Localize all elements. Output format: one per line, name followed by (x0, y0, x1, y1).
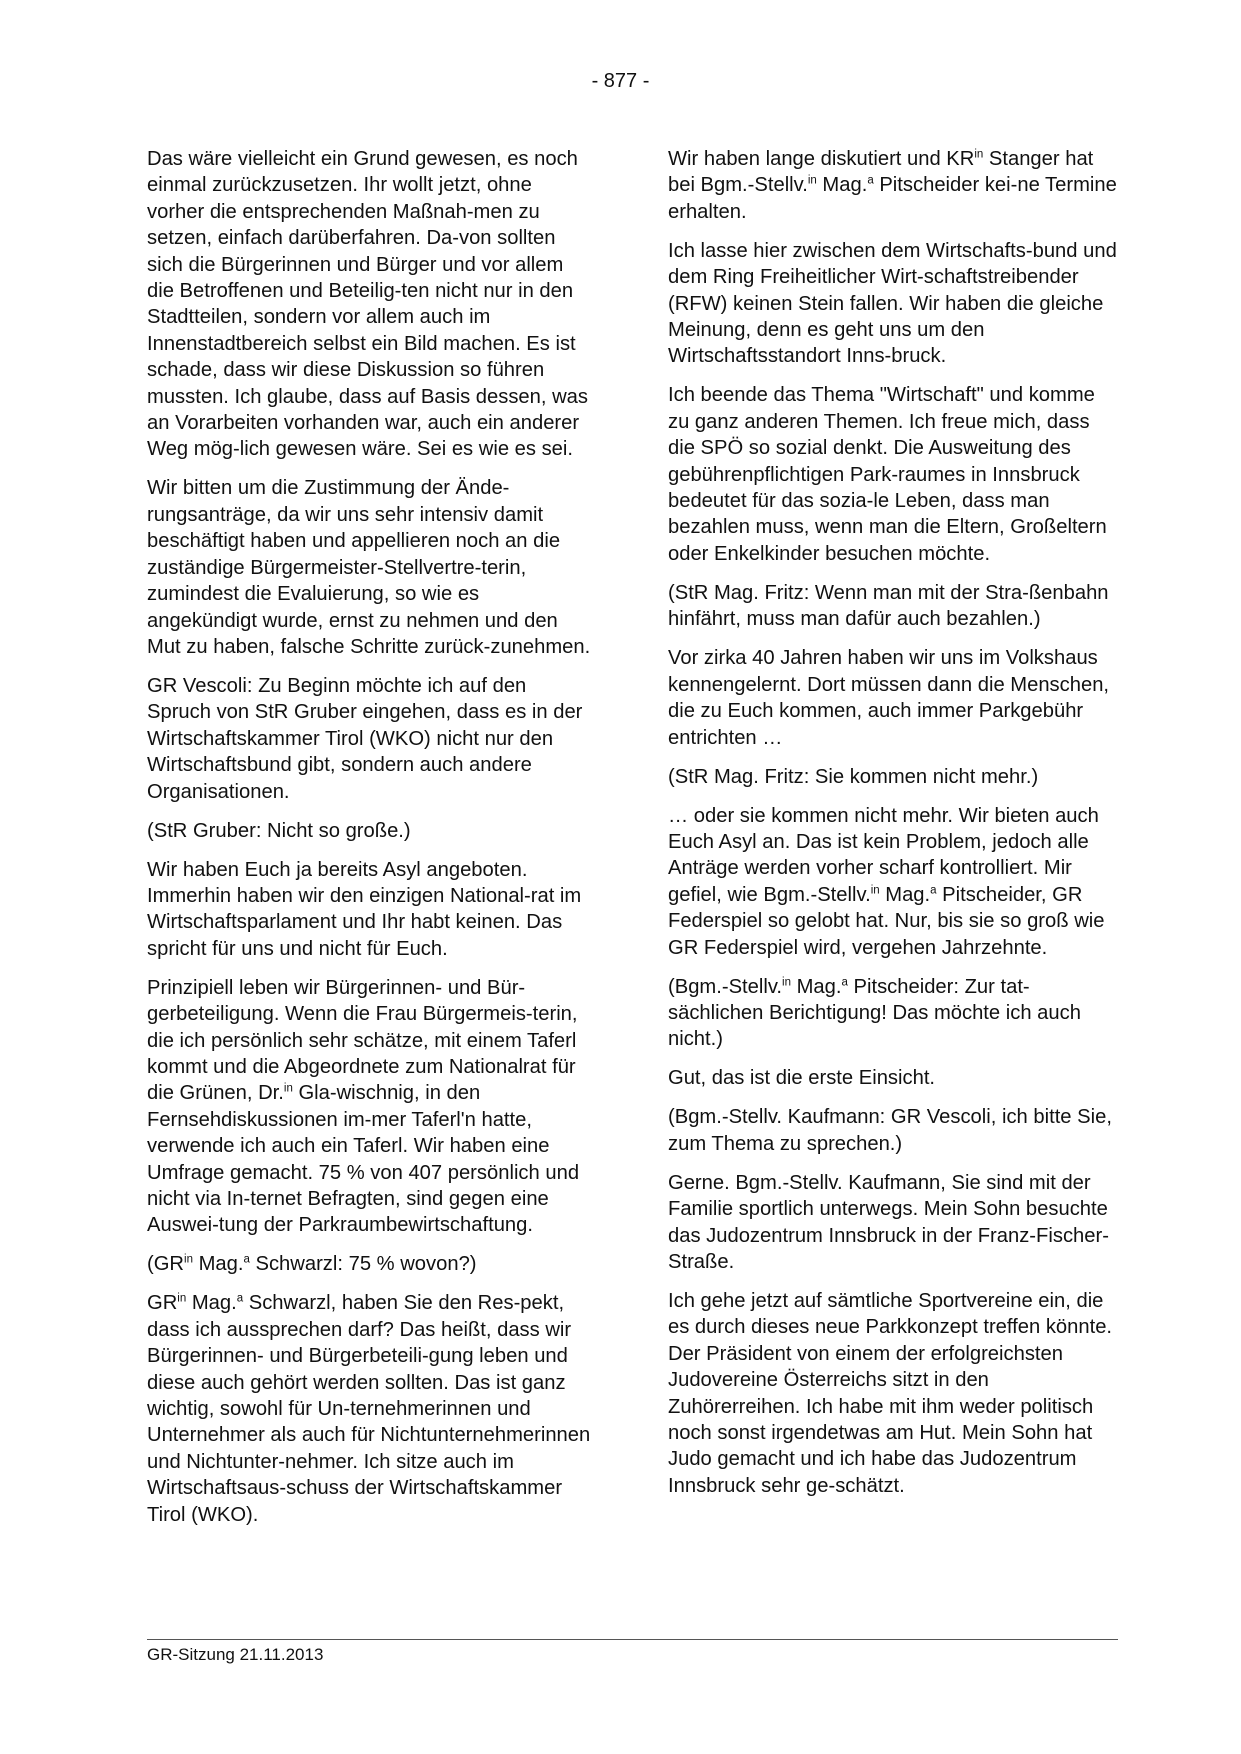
paragraph: Wir haben Euch ja bereits Asyl angeboten. Immerhin haben wir den einzigen National-rat im Wirtschaftsparlament und Ihr habt keinen. Das spricht für uns und nicht für Euch. (147, 858, 582, 960)
footer-divider (147, 1639, 1118, 1640)
paragraph: Wir bitten um die Zustimmung der Ände-rungsanträge, da wir uns sehr intensiv damit beschäftigt haben und appellieren noch an die zuständige Bürgermeister-Stellvertre-terin, zumindest die Evaluierung, so wie es angekündigt wurde, ernst zu nehmen und den Mut zu haben, falsche Schritte zurück-zunehmen. (147, 477, 591, 658)
paragraph: Ich beende das Thema "Wirtschaft" und komme zu ganz anderen Themen. Ich freue mich, dass die SPÖ so sozial denkt. Die Ausweitung des gebührenpflichtigen Park-raumes in Innsbruck bedeutet für das sozia-le Leben, dass man bezahlen muss, wenn man die Eltern, Großeltern oder Enkelkinder besuchen möchte. (668, 384, 1107, 565)
footer-session-date: GR-Sitzung 21.11.2013 (147, 1645, 324, 1664)
paragraph: Gut, das ist die erste Einsicht. (668, 1067, 936, 1090)
paragraph: ($GR^{in}$ Mag.$^a$ Schwarzl: 75 % wovon?) (147, 1253, 477, 1276)
paragraph: Vor zirka 40 Jahren haben wir uns im Volkshaus kennengelernt. Dort müssen dann die Menschen, die zu Euch kommen, auch immer Parkgebühr entrichten … (668, 647, 1110, 749)
paragraph: (Bgm.-Stellv.$^{in}$ Mag.$^a$ Pitscheider: Zur tat-sächlichen Berichtigung! Das möchte ich auch nicht.) (668, 975, 1081, 1051)
page-number: - 877 - (591, 70, 650, 92)
paragraph: (StR Mag. Fritz: Sie kommen nicht mehr.) (668, 765, 1039, 788)
paragraph: (Bgm.-Stellv. Kaufmann: GR Vescoli, ich bitte Sie, zum Thema zu sprechen.) (668, 1106, 1112, 1155)
paragraph: Ich gehe jetzt auf sämtliche Sportvereine ein, die es durch dieses neue Parkkonzept treffen könnte. Der Präsident von einem der erfolgreichsten Judovereine Österreichs sitzt in den Zuhörerreihen. Ich habe mit ihm weder politisch noch sonst irgendetwas am Hut. Mein Sohn hat Judo gemacht und ich habe das Judozentrum Innsbruck sehr ge-schätzt. (668, 1289, 1113, 1497)
left-column (147, 146, 593, 1541)
paragraph: (StR Mag. Fritz: Wenn man mit der Stra-ßenbahn hinfährt, muss man dafür auch bezahlen.) (668, 581, 1109, 631)
paragraph: Das wäre vielleicht ein Grund gewesen, es noch einmal zurückzusetzen. Ihr wollt jetzt, ohne vorher die entsprechenden Maßnah-men zu setzen, einfach darüberfahren. Da-von sollten sich die Bürgerinnen und Bürger und vor allem die Betroffenen und Beteilig-ten nicht nur in den Stadtteilen, sondern vor allem auch im Innenstadtbereich selbst ein Bild machen. Es ist schade, dass wir diese Diskussion so führen mussten. Ich glaube, dass auf Basis dessen, was an Vorarbeiten vorhanden war, auch ein anderer Weg mög-lich gewesen wäre. Sei es wie es sei. (147, 148, 589, 461)
paragraph: $GR^{in}$ Mag.$^a$ Schwarzl, haben Sie den Res-pekt, dass ich aussprechen darf? Das heißt, dass wir Bürgerinnen- und Bürgerbeteili-gung leben und diese auch gehört werden sollten. Das ist ganz wichtig, sowohl für Un-ternehmerinnen und Unternehmer als auch für Nichtunternehmerinnen und Nichtunter-nehmer. Ich sitze auch im Wirtschaftsaus-schuss der Wirtschaftskammer Tirol (WKO). (147, 1292, 591, 1526)
paragraph: Prinzipiell leben wir Bürgerinnen- und Bür-gerbeteiligung. Wenn die Frau Bürgermeis-terin, die ich persönlich sehr schätze, mit einem Taferl kommt und die Abgeordnete zum Nationalrat für die Grünen, Dr.$^{in}$ Gla-wischnig, in den Fernsehdiskussionen im-mer Taferl'n hatte, verwende ich auch ein Taferl. Wir haben eine Umfrage gemacht. 75 % von 407 persönlich und nicht via In-ternet Befragten, sind gegen eine Auswei-tung der Parkraumbewirtschaftung. (147, 976, 580, 1237)
paragraph: … oder sie kommen nicht mehr. Wir bieten auch Euch Asyl an. Das ist kein Problem, jedoch alle Anträge werden vorher scharf kontrolliert. Mir gefiel, wie Bgm.-Stellv.$^{in}$ Mag.$^a$ Pitscheider, GR Federspiel so gelobt hat. Nur, bis sie so groß wie GR Federspiel wird, vergehen Jahrzehnte. (668, 804, 1105, 959)
paragraph: (StR Gruber: Nicht so große.) (147, 819, 411, 842)
paragraph: GR Vescoli: Zu Beginn möchte ich auf den Spruch von StR Gruber eingehen, dass es in der Wirtschaftskammer Tirol (WKO) nicht nur den Wirtschaftsbund gibt, sondern auch andere Organisationen. (147, 674, 583, 803)
paragraph: Wir haben lange diskutiert und $KR^{in}$ Stanger hat bei Bgm.-Stellv.$^{in}$ Mag.$^a$ Pitscheider kei-ne Termine erhalten. (668, 148, 1117, 223)
right-column (668, 146, 1118, 1512)
paragraph: Ich lasse hier zwischen dem Wirtschafts-bund und dem Ring Freiheitlicher Wirt-schaftstreibender (RFW) keinen Stein fallen. Wir haben die gleiche Meinung, denn es geht uns um den Wirtschaftsstandort Inns-bruck. (668, 239, 1117, 368)
paragraph: Gerne. Bgm.-Stellv. Kaufmann, Sie sind mit der Familie sportlich unterwegs. Mein Sohn besuchte das Judozentrum Innsbruck in der Franz-Fischer-Straße. (668, 1171, 1109, 1273)
